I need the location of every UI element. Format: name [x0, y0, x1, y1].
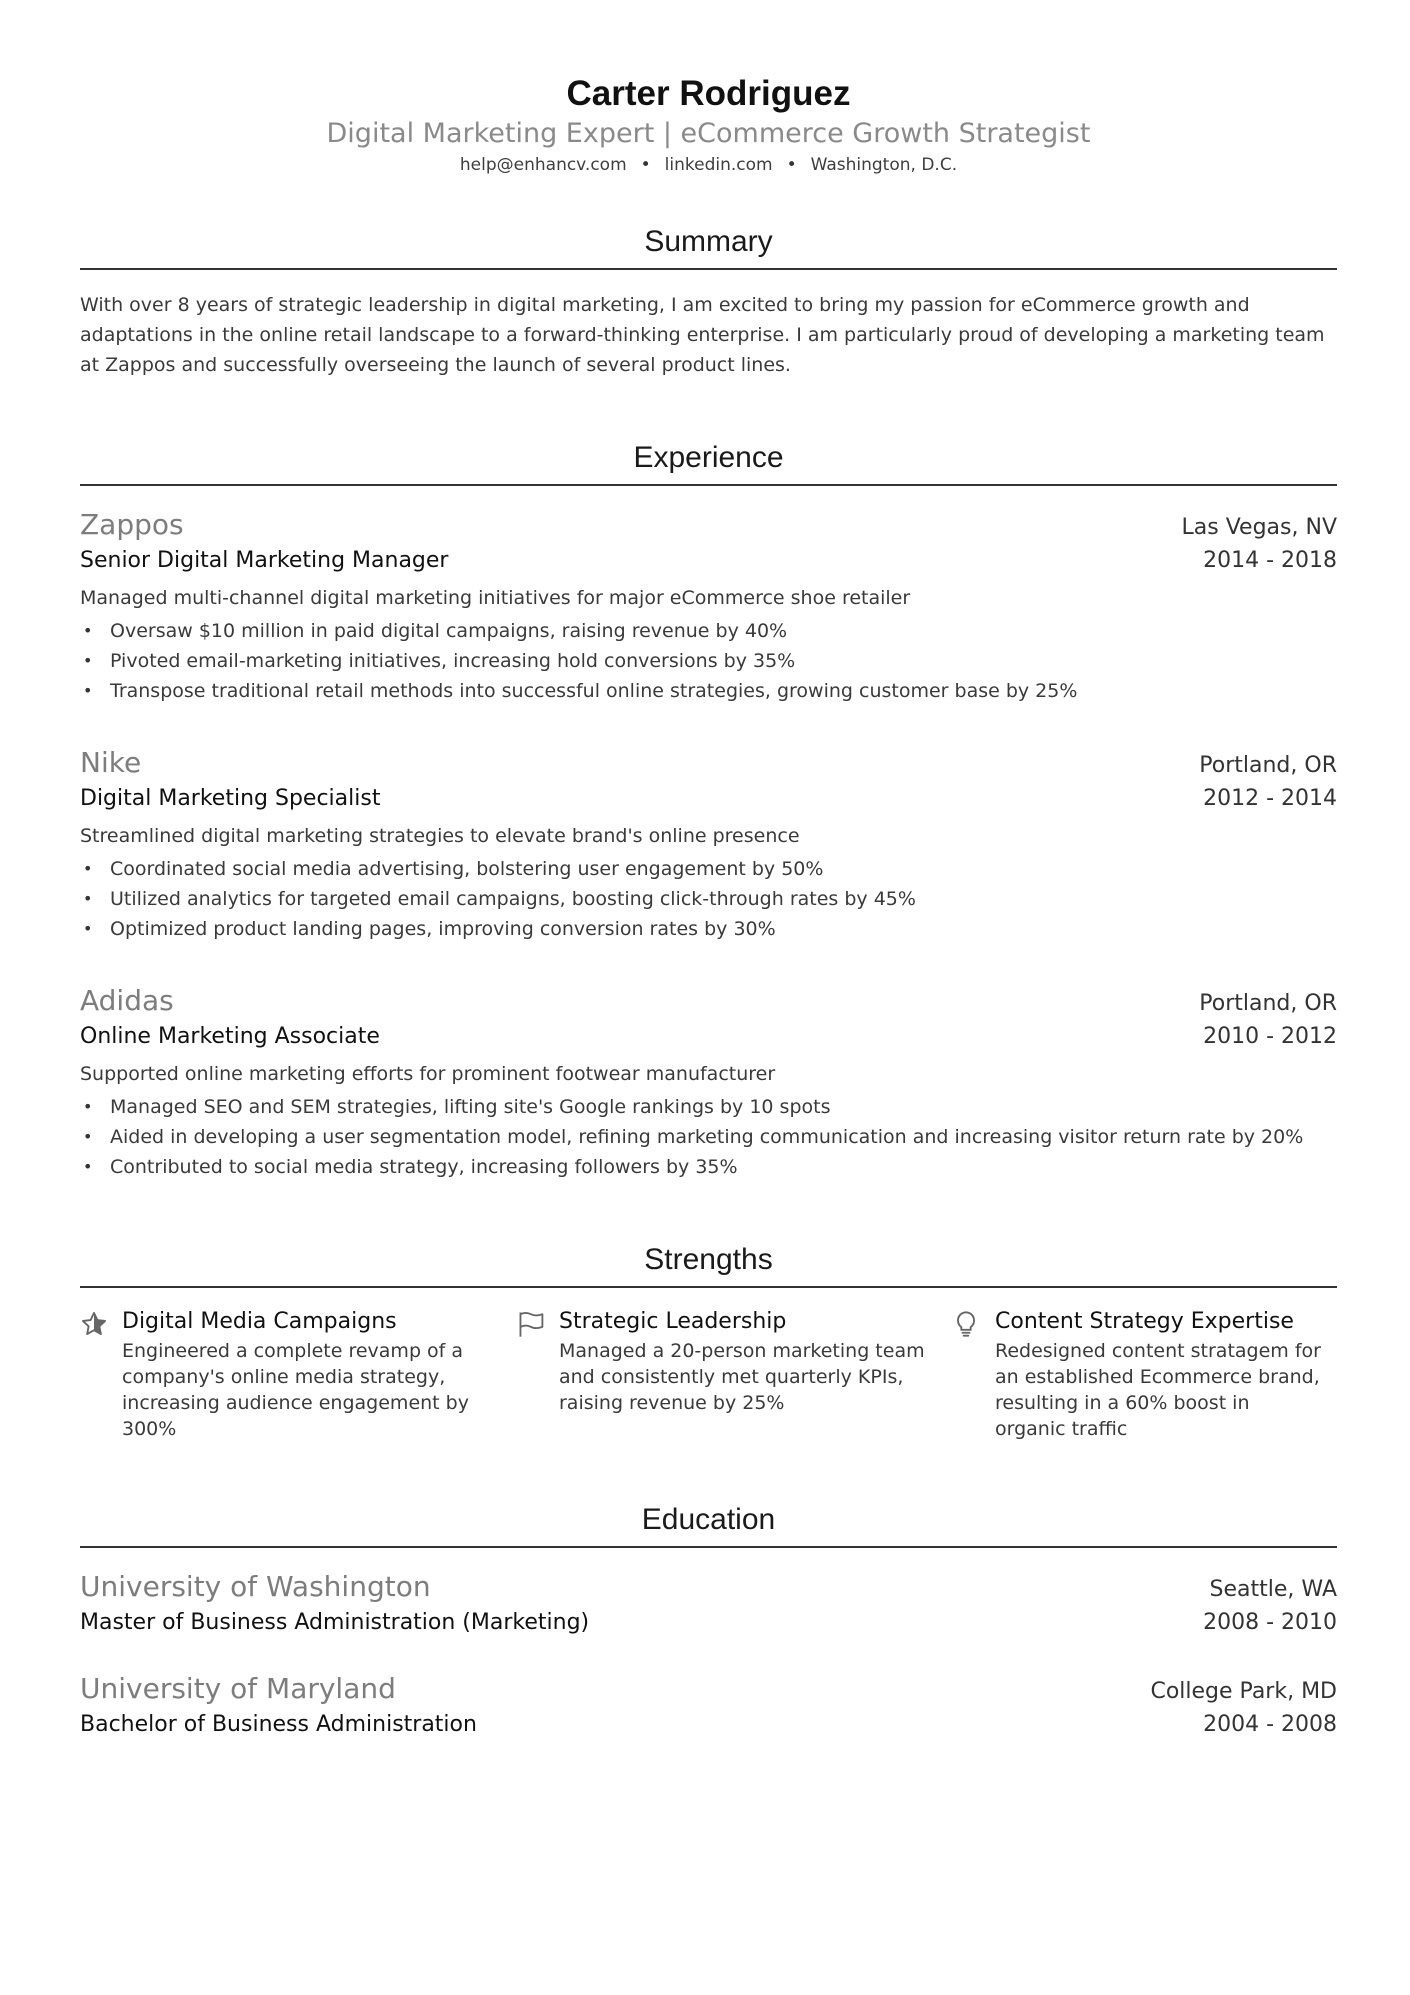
job-location: Las Vegas, NV — [1181, 515, 1337, 540]
strengths-list — [80, 1306, 1337, 1442]
education-dates: 2008 - 2010 — [1203, 1610, 1337, 1635]
job-entry — [80, 982, 1337, 1182]
strength-description: Managed a 20-person marketing team and consistently met quarterly KPIs, raising revenue by 25% — [559, 1340, 925, 1414]
strength-description: Redesigned content stratagem for an established Ecommerce brand, resulting in a 60% boost in organic traffic — [995, 1340, 1321, 1440]
strength-description: Engineered a complete revamp of a company's online media strategy, increasing audience engagement by 300% — [122, 1340, 469, 1440]
resume-header — [80, 0, 1337, 178]
education-entry — [80, 1670, 1337, 1742]
bullet-text: Optimized product landing pages, improving conversion rates by 30% — [110, 918, 776, 940]
section-heading-strengths: Strengths — [80, 1240, 1337, 1288]
company-name: Adidas — [80, 984, 174, 1017]
separator-dot: • — [640, 155, 651, 175]
lightbulb-icon — [953, 1306, 995, 1442]
job-bullets — [80, 1092, 1337, 1182]
resume-page — [80, 0, 1337, 1742]
bullet-marker: • — [83, 1097, 93, 1116]
bullet-text: Utilized analytics for targeted email campaigns, boosting click-through rates by 45% — [110, 888, 916, 910]
summary-text: With over 8 years of strategic leadership in digital marketing, I am excited to bring my passion for eCommerce growth and adaptations in the online retail landscape to a forward-thinking enterprise. I am particularly proud of developing a marketing team at Zappos and successfully overseeing the launch of several product lines. — [80, 294, 1325, 376]
company-name: Zappos — [80, 508, 184, 541]
bullet-text: Coordinated social media advertising, bolstering user engagement by 50% — [110, 858, 824, 880]
bullet-marker: • — [83, 681, 93, 700]
job-bullet — [80, 1122, 1337, 1152]
strength-item — [80, 1306, 517, 1442]
job-entry — [80, 506, 1337, 706]
flag-icon — [517, 1306, 559, 1442]
job-description: Streamlined digital marketing strategies to elevate brand's online presence — [80, 825, 800, 847]
bullet-text: Transpose traditional retail methods into successful online strategies, growing customer base by 25% — [110, 680, 1078, 702]
job-bullet — [80, 1152, 1337, 1182]
bullet-text: Pivoted email-marketing initiatives, increasing hold conversions by 35% — [110, 650, 796, 672]
strength-title: Strategic Leadership — [559, 1309, 787, 1334]
job-role: Online Marketing Associate — [80, 1024, 380, 1049]
contact-email[interactable]: help@enhancv.com — [459, 155, 627, 175]
job-location: Portland, OR — [1199, 753, 1337, 778]
school-location: College Park, MD — [1150, 1679, 1337, 1704]
job-bullets — [80, 616, 1337, 706]
degree-name: Master of Business Administration (Marketing) — [80, 1610, 590, 1635]
star-icon — [80, 1306, 122, 1442]
job-dates: 2010 - 2012 — [1203, 1024, 1337, 1049]
education-entry — [80, 1568, 1337, 1640]
job-entry — [80, 744, 1337, 944]
job-location: Portland, OR — [1199, 991, 1337, 1016]
candidate-title: Digital Marketing Expert | eCommerce Growth Strategist — [326, 118, 1091, 149]
bullet-marker: • — [83, 1127, 93, 1146]
bullet-marker: • — [83, 859, 93, 878]
strength-item — [517, 1306, 953, 1442]
job-bullet — [80, 1092, 1337, 1122]
school-name: University of Washington — [80, 1570, 431, 1603]
candidate-name: Carter Rodriguez — [566, 74, 851, 113]
company-name: Nike — [80, 746, 142, 779]
job-bullet — [80, 616, 1337, 646]
summary-section — [80, 222, 1337, 380]
bullet-marker: • — [83, 1157, 93, 1176]
bullet-text: Managed SEO and SEM strategies, lifting site's Google rankings by 10 spots — [110, 1096, 831, 1118]
section-heading-experience: Experience — [80, 438, 1337, 486]
contact-location: Washington, D.C. — [810, 155, 958, 175]
job-bullet — [80, 676, 1337, 706]
education-dates: 2004 - 2008 — [1203, 1712, 1337, 1737]
strength-title: Content Strategy Expertise — [995, 1309, 1294, 1334]
section-heading-summary: Summary — [80, 222, 1337, 270]
job-description: Supported online marketing efforts for prominent footwear manufacturer — [80, 1063, 776, 1085]
contact-linkedin[interactable]: linkedin.com — [664, 155, 773, 175]
strengths-section — [80, 1240, 1337, 1442]
job-bullets — [80, 854, 1337, 944]
bullet-text: Aided in developing a user segmentation model, refining marketing communication and increasing visitor return rate by 20% — [110, 1126, 1304, 1148]
job-bullet — [80, 914, 1337, 944]
job-role: Senior Digital Marketing Manager — [80, 548, 449, 573]
job-role: Digital Marketing Specialist — [80, 786, 381, 811]
job-bullet — [80, 854, 1337, 884]
bullet-text: Oversaw $10 million in paid digital campaigns, raising revenue by 40% — [110, 620, 788, 642]
bullet-marker: • — [83, 919, 93, 938]
experience-section — [80, 438, 1337, 1182]
education-section — [80, 1500, 1337, 1742]
job-dates: 2014 - 2018 — [1203, 548, 1337, 573]
section-heading-education: Education — [80, 1500, 1337, 1548]
strength-title: Digital Media Campaigns — [122, 1309, 397, 1334]
school-name: University of Maryland — [80, 1672, 396, 1705]
contact-line — [80, 152, 1337, 178]
bullet-marker: • — [83, 651, 93, 670]
job-dates: 2012 - 2014 — [1203, 786, 1337, 811]
degree-name: Bachelor of Business Administration — [80, 1712, 477, 1737]
school-location: Seattle, WA — [1209, 1577, 1337, 1602]
job-bullet — [80, 646, 1337, 676]
bullet-marker: • — [83, 889, 93, 908]
bullet-marker: • — [83, 621, 93, 640]
bullet-text: Contributed to social media strategy, increasing followers by 35% — [110, 1156, 738, 1178]
job-bullet — [80, 884, 1337, 914]
separator-dot: • — [786, 155, 797, 175]
job-description: Managed multi-channel digital marketing initiatives for major eCommerce shoe retailer — [80, 587, 911, 609]
strength-item — [953, 1306, 1337, 1442]
